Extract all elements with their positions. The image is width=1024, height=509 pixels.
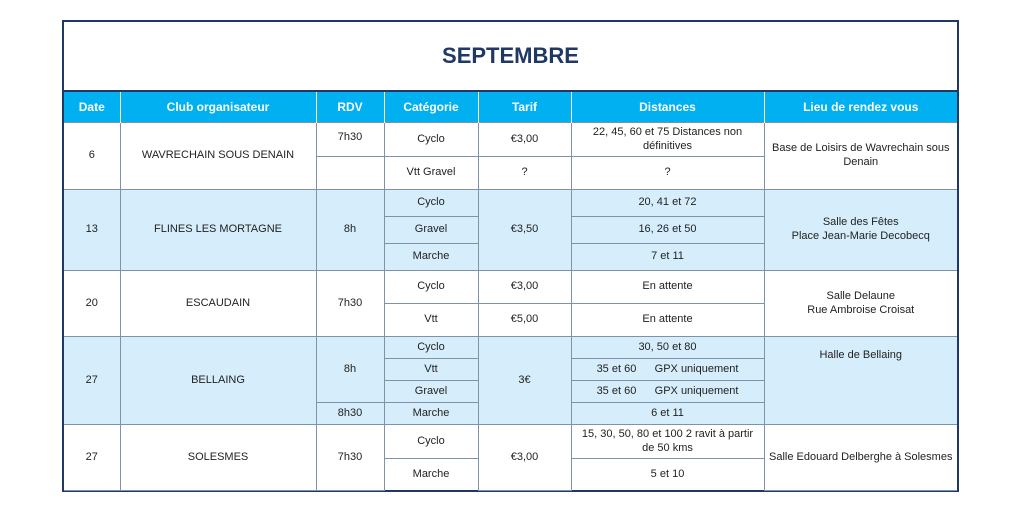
cell-club: ESCAUDAIN [120, 271, 316, 337]
cell-lieu: Halle de Bellaing [764, 337, 957, 425]
cell-distance: En attente [571, 271, 764, 304]
table-row [64, 123, 957, 157]
cell-distance: 6 et 11 [571, 403, 764, 425]
header-row [64, 92, 957, 123]
cell-date: 6 [64, 123, 120, 190]
cell-categorie: Cyclo [384, 123, 478, 157]
header-club: Club organisateur [120, 92, 316, 123]
table-row [64, 425, 957, 459]
cell-categorie: Vtt Gravel [384, 157, 478, 190]
cell-rdv: 8h30 [316, 403, 384, 425]
cell-tarif: ? [478, 157, 571, 190]
schedule-frame [62, 20, 959, 492]
cell-club: WAVRECHAIN SOUS DENAIN [120, 123, 316, 190]
cell-categorie: Vtt [384, 304, 478, 337]
header-date: Date [64, 92, 120, 123]
cell-categorie: Marche [384, 403, 478, 425]
cell-categorie: Vtt [384, 359, 478, 381]
cell-distance: 5 et 10 [571, 459, 764, 491]
cell-distance: 30, 50 et 80 [571, 337, 764, 359]
cell-distance: 16, 26 et 50 [571, 217, 764, 244]
cell-tarif: €3,50 [478, 190, 571, 271]
cell-tarif: €5,00 [478, 304, 571, 337]
cell-tarif: €3,00 [478, 271, 571, 304]
cell-distance: 22, 45, 60 et 75 Distances non définitives [571, 123, 764, 157]
cell-tarif: €3,00 [478, 425, 571, 491]
cell-categorie: Cyclo [384, 425, 478, 459]
header-lieu: Lieu de rendez vous [764, 92, 957, 123]
cell-categorie: Cyclo [384, 271, 478, 304]
cell-lieu: Salle des Fêtes Place Jean-Marie Decobecq [764, 190, 957, 271]
cell-rdv: 7h30 [316, 123, 384, 157]
cell-rdv: 7h30 [316, 271, 384, 337]
table-row [64, 337, 957, 359]
cell-categorie: Cyclo [384, 337, 478, 359]
header-rdv: RDV [316, 92, 384, 123]
cell-lieu: Salle Delaune Rue Ambroise Croisat [764, 271, 957, 337]
header-distances: Distances [571, 92, 764, 123]
cell-categorie: Marche [384, 459, 478, 491]
cell-rdv [316, 157, 384, 190]
cell-distance: 7 et 11 [571, 244, 764, 271]
cell-categorie: Gravel [384, 217, 478, 244]
cell-lieu: Salle Edouard Delberghe à Solesmes [764, 425, 957, 491]
cell-distance: 35 et 60 GPX uniquement [571, 381, 764, 403]
cell-distance: 15, 30, 50, 80 et 100 2 ravit à partir de 50 kms [571, 425, 764, 459]
cell-distance: 20, 41 et 72 [571, 190, 764, 217]
cell-categorie: Marche [384, 244, 478, 271]
cell-date: 27 [64, 337, 120, 425]
header-categorie: Catégorie [384, 92, 478, 123]
cell-date: 27 [64, 425, 120, 491]
cell-distance: En attente [571, 304, 764, 337]
cell-date: 13 [64, 190, 120, 271]
header-tarif: Tarif [478, 92, 571, 123]
cell-rdv: 7h30 [316, 425, 384, 491]
table-row [64, 271, 957, 304]
cell-club: BELLAING [120, 337, 316, 425]
cell-distance: ? [571, 157, 764, 190]
cell-lieu: Base de Loisirs de Wavrechain sous Denain [764, 123, 957, 190]
cell-distance: 35 et 60 GPX uniquement [571, 359, 764, 381]
cell-club: SOLESMES [120, 425, 316, 491]
cell-rdv: 8h [316, 190, 384, 271]
cell-categorie: Gravel [384, 381, 478, 403]
cell-categorie: Cyclo [384, 190, 478, 217]
cell-rdv: 8h [316, 337, 384, 403]
schedule-table [64, 92, 957, 491]
cell-date: 20 [64, 271, 120, 337]
page-title: SEPTEMBRE [64, 22, 957, 92]
cell-club: FLINES LES MORTAGNE [120, 190, 316, 271]
table-row [64, 190, 957, 217]
cell-tarif: 3€ [478, 337, 571, 425]
cell-tarif: €3,00 [478, 123, 571, 157]
